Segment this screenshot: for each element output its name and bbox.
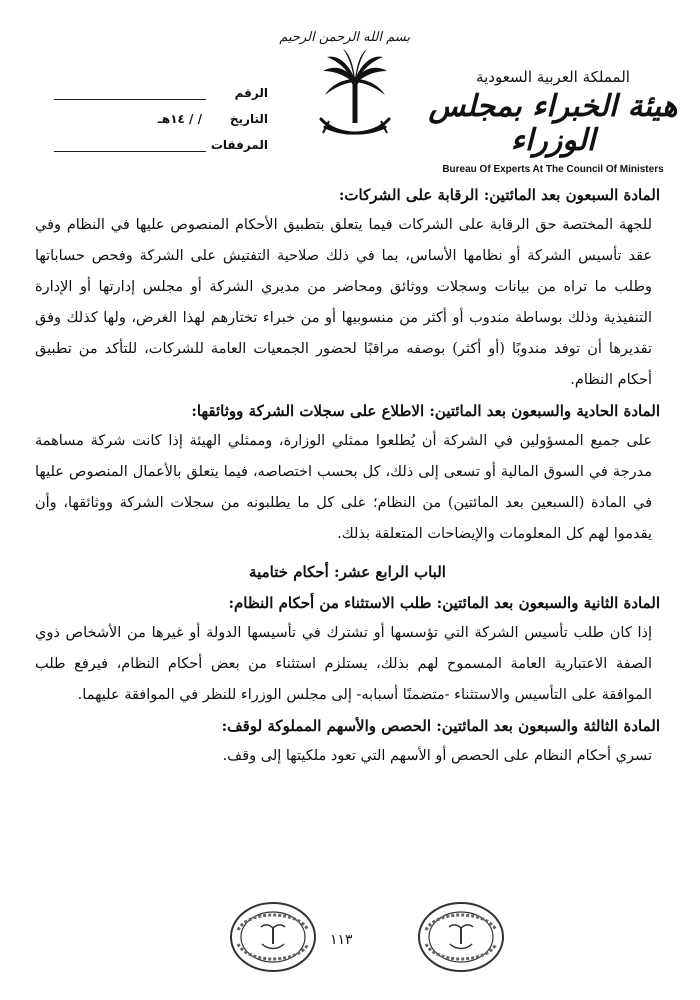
ref-number-label: الرقم — [234, 86, 268, 100]
article-271-title: المادة الحادية والسبعون بعد المائتين: الاطلاع على سجلات الشركة ووثائقها: — [191, 402, 660, 420]
seal-right — [416, 900, 506, 974]
seal-left — [228, 900, 318, 974]
ref-date-value: / / ١٤هـ — [157, 112, 202, 126]
article-272-title: المادة الثانية والسبعون بعد المائتين: طلب الاستثناء من أحكام النظام: — [228, 594, 660, 612]
document-body — [35, 180, 660, 772]
emblem — [279, 30, 410, 160]
ref-number-line — [54, 87, 206, 100]
basmala: بسم الله الرحمن الرحيم — [279, 30, 410, 45]
organization-block — [428, 68, 678, 175]
chapter-title: الباب الرابع عشر: أحكام ختامية — [249, 563, 446, 581]
round-official-stamp-icon — [416, 900, 506, 974]
article-270-title: المادة السبعون بعد المائتين: الرقابة على الشركات: — [338, 186, 660, 204]
palm-and-swords-emblem-icon — [315, 49, 395, 144]
ref-attachments-label: المرفقات — [210, 138, 268, 152]
letterhead — [0, 0, 700, 175]
ref-number-row — [48, 74, 268, 100]
article-271-text: على جميع المسؤولين في الشركة أن يُطلعوا ممثلي الوزارة، وممثلي الهيئة إذا كانت شركة مساهمة مدرجة في السوق المالية أو تسعى إلى ذلك، كل بحسب اختصاصه، فيما يتعلق بالأعمال المنصوص عليها في المادة (السبعين بعد المائتين) من النظام؛ على كل ما يطلبونه من سجلات الشركة ووثائقها، وأن يقدموا لهم كل المعلومات والإيضاحات المتعلقة بذلك. — [35, 433, 652, 542]
bureau-name-english: Bureau Of Experts At The Council Of Ministers — [442, 164, 664, 175]
bureau-name-arabic: هيئة الخبراء بمجلس الوزراء — [428, 89, 678, 158]
article-272-text: إذا كان طلب تأسيس الشركة التي تؤسسها أو تشترك في تأسيسها الدولة أو غيرها من الأشخاص ذوي الصفة الاعتبارية العامة المسموح لهم بذلك، يستلزم استثناء من بعض أحكام النظام، فيرفع طلب الموافقة على التأسيس والاستثناء -متضمنًا أسبابه- إلى مجلس الوزراء للنظر في الموافقة عليهما. — [35, 625, 652, 703]
reference-fields — [48, 74, 268, 152]
ref-date-row — [48, 100, 268, 126]
article-270-text: للجهة المختصة حق الرقابة على الشركات فيما يتعلق بتطبيق الأحكام المنصوص عليها في النظام وفي عقد تأسيس الشركة أو نظامها الأساس، بما في ذلك صلاحية التفتيش على الشركة وفحص حساباتها وطلب ما تراه من بيانات وسجلات ووثائق ومحاضر من مديري الشركة أو مجلس إدارتها أو الإدارة التنفيذية وذلك بوساطة مندوب أو أكثر من منسوبيها أو من خبراء تختارهم لهذا الغرض، ولها كذلك وفق تقديرها أن توفد مندوبًا (أو أكثر) بوصفه مراقبًا لحضور الجمعيات العامة للشركات، للتأكد من تطبيق أحكام النظام. — [35, 217, 652, 388]
article-273-title: المادة الثالثة والسبعون بعد المائتين: الحصص والأسهم المملوكة لوقف: — [221, 717, 660, 735]
ref-attachments-row — [48, 126, 268, 152]
article-273-text: تسري أحكام النظام على الحصص أو الأسهم التي تعود ملكيتها إلى وقف. — [222, 748, 652, 764]
round-official-stamp-icon — [228, 900, 318, 974]
ref-date-label: التاريخ — [229, 112, 268, 126]
page-number: ١١٣ — [330, 932, 353, 948]
kingdom-name: المملكة العربية السعودية — [476, 68, 630, 86]
ref-attachments-line — [54, 139, 206, 152]
document-footer — [0, 880, 700, 990]
